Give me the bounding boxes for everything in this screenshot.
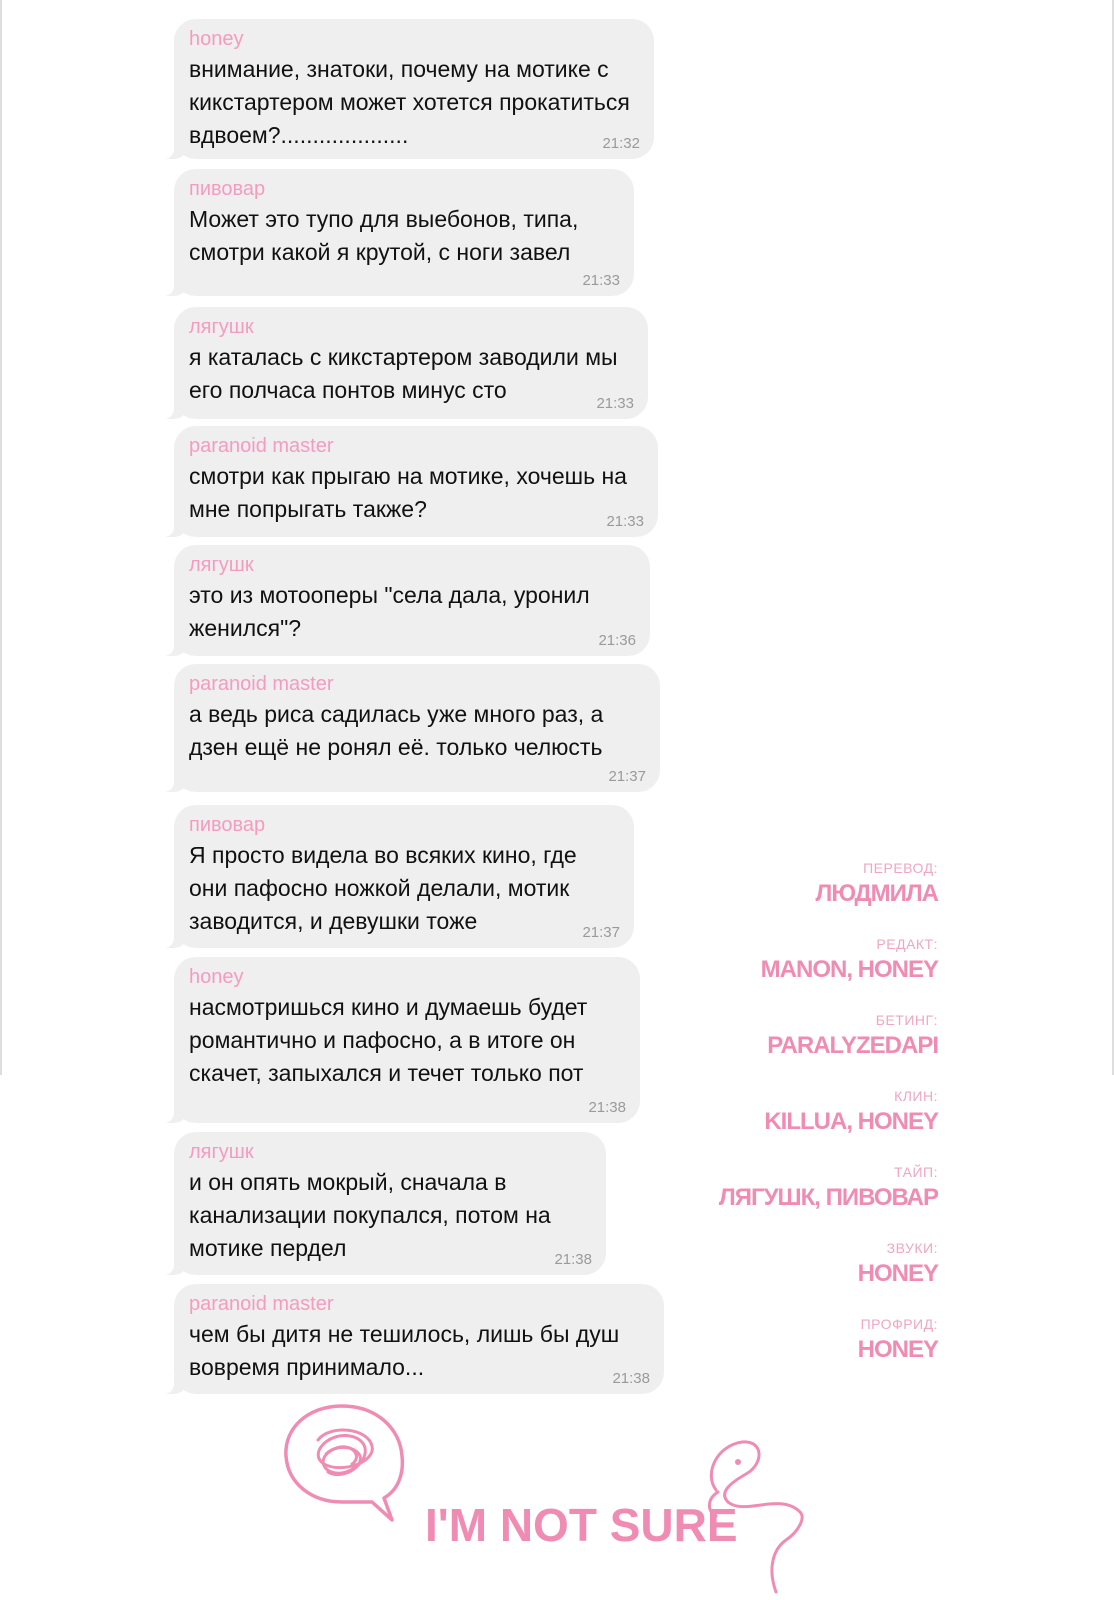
credit-role: ТАЙП: — [894, 1164, 938, 1180]
message-sender: honey — [189, 28, 244, 50]
credit-entry — [700, 934, 938, 1010]
credit-role: КЛИН: — [894, 1088, 938, 1104]
speech-bubble-scribble-icon — [280, 1398, 410, 1528]
message-text: и он опять мокрый, сначала в канализации покупался, потом на мотике пердел — [189, 1169, 551, 1261]
credit-entry — [700, 1010, 938, 1086]
message-text: Я просто видела во всяких кино, где они пафосно ножкой делали, мотик заводится, и девушки тоже — [189, 842, 577, 934]
message-sender: paranoid master — [189, 1293, 334, 1315]
message-time: 21:33 — [606, 513, 644, 530]
message-bubble[interactable] — [174, 1284, 664, 1394]
team-logo — [280, 1398, 840, 1600]
message-bubble[interactable] — [174, 545, 650, 656]
message-bubble[interactable] — [174, 957, 640, 1123]
credits-list — [700, 858, 938, 1390]
message-text: насмотришься кино и думаешь будет романтично и пафосно, а в итоге он скачет, запыхался и течет только пот — [189, 994, 588, 1086]
message-time: 21:38 — [554, 1251, 592, 1268]
credit-name: KILLUA, HONEY — [764, 1108, 938, 1135]
credit-role: ПЕРЕВОД: — [863, 860, 938, 876]
credit-role: ЗВУКИ: — [886, 1240, 938, 1256]
message-text: внимание, знатоки, почему на мотике с кикстартером может хотется прокатиться вдвоем?.................... — [189, 56, 630, 148]
message-text: это из мотооперы "села дала, уронил женился"? — [189, 582, 590, 641]
message-sender: пивовар — [189, 178, 266, 200]
logo-text: I'M NOT SURE — [425, 1499, 738, 1551]
message-sender: лягушк — [189, 316, 254, 338]
credit-name: ЛЯГУШК, ПИВОВАР — [718, 1184, 938, 1211]
message-bubble[interactable] — [174, 19, 654, 159]
message-sender: honey — [189, 966, 244, 988]
credit-role: РЕДАКТ: — [876, 936, 938, 952]
credit-name: ЛЮДМИЛА — [815, 880, 938, 907]
credit-entry — [700, 1086, 938, 1162]
message-text: Может это тупо для выебонов, типа, смотри какой я крутой, с ноги завел — [189, 206, 579, 265]
message-bubble[interactable] — [174, 664, 660, 792]
message-text: я каталась с кикстартером заводили мы его полчаса понтов минус сто — [189, 344, 618, 403]
message-time: 21:32 — [602, 135, 640, 152]
message-bubble[interactable] — [174, 169, 634, 296]
message-bubble[interactable] — [174, 1132, 606, 1275]
message-time: 21:33 — [582, 272, 620, 289]
message-bubble[interactable] — [174, 805, 634, 948]
message-bubble[interactable] — [174, 426, 658, 537]
message-sender: пивовар — [189, 814, 266, 836]
credit-name: MANON, HONEY — [760, 956, 938, 983]
message-time: 21:37 — [608, 768, 646, 785]
message-time: 21:36 — [598, 632, 636, 649]
message-text: смотри как прыгаю на мотике, хочешь на мне попрыгать также? — [189, 463, 627, 522]
message-time: 21:33 — [596, 395, 634, 412]
message-sender: лягушк — [189, 1141, 254, 1163]
credit-entry — [700, 1238, 938, 1314]
message-bubble[interactable] — [174, 307, 648, 419]
message-sender: paranoid master — [189, 435, 334, 457]
message-text: а ведь риса садилась уже много раз, а дзен ещё не ронял её. только челюсть — [189, 701, 604, 760]
message-time: 21:37 — [582, 924, 620, 941]
credit-name: HONEY — [857, 1336, 938, 1363]
message-text: чем бы дитя не тешилось, лишь бы душ вовремя принимало... — [189, 1321, 620, 1380]
message-time: 21:38 — [588, 1099, 626, 1116]
squiggle-scribble-icon — [694, 1434, 814, 1600]
credit-name: HONEY — [857, 1260, 938, 1287]
message-time: 21:38 — [612, 1370, 650, 1387]
credit-entry — [700, 1314, 938, 1390]
credit-entry — [700, 858, 938, 934]
credit-name: PARALYZEDAPI — [767, 1032, 938, 1059]
credit-role: БЕТИНГ: — [875, 1012, 938, 1028]
message-sender: paranoid master — [189, 673, 334, 695]
credit-role: ПРОФРИД: — [860, 1316, 938, 1332]
credit-entry — [700, 1162, 938, 1238]
message-sender: лягушк — [189, 554, 254, 576]
